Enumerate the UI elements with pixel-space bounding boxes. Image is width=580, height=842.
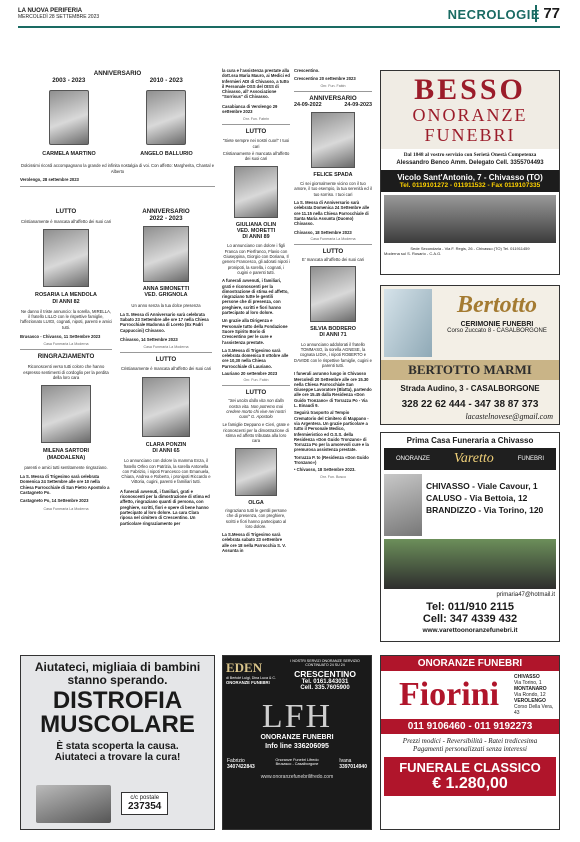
besso-person: Alessandro Benco Amm. Delegato Cell. 3355704493 (396, 160, 544, 166)
column-3 (222, 68, 290, 553)
credit: Onr. Fun. Fabin (320, 83, 346, 88)
fiorini-name: Fiorini (398, 676, 500, 713)
bertotto-phone: 328 22 62 444 - 347 38 87 373 (401, 399, 539, 410)
photo-felice (311, 112, 355, 168)
date-b: 24-09-2023 (344, 101, 372, 108)
notice-text: Lo annunciano addolorati il fratello TOMMASO, la sorella AGNESE, la cognata LIDIA, i nipoti ROBERTO e DAVIDE con le rispettive famiglie, cugini e parenti tutti. (294, 341, 372, 368)
besso-phone: Tel. 0119101272 - 011911532 - Fax 0119107335 (399, 182, 541, 189)
issue-date: MERCOLEDÌ 28 SETTEMBRE 2023 (18, 14, 100, 20)
photo-giuliana (234, 166, 278, 218)
anniversary-heading: ANNIVERSARIO (309, 94, 357, 102)
lfh-sub: ONORANZE FUNEBRI (260, 734, 334, 741)
credit: Onr. Fun. Fabin (243, 378, 269, 383)
notice-place: Casabianca di Verolengo 29 settembre 2023 (222, 103, 278, 115)
column-2 (120, 208, 212, 526)
deceased-name: OLGA (248, 499, 264, 506)
price-label: FUNERALE CLASSICO (399, 760, 541, 775)
besso-onoranze: ONORANZE (412, 105, 528, 125)
thanks-text: Un grazie alla Dirigenza e Personale tutto della Fondazione Suore Spirito Borio di Crescentino per le cure e l'assistenza prestate. (222, 318, 288, 345)
paper-name: LA NUOVA PERIFERIA (18, 8, 83, 14)
lutto-heading: LUTTO (322, 247, 344, 255)
name-a: CARMELA MARTINO (42, 151, 96, 157)
funeral-info: I funerali avranno luogo in Chivasso Mercoledì 20 Settembre alle ore 15.30 nella Chiesa Parrocchiale San Giuseppe Lavoratore (Blatta), partendo alle ore 15.45 dalla Residenza «Don Guido Tronzano» di Torrazza Po - Via L. Einaudi 9. (294, 371, 372, 409)
bertotto-address: Corso Zuccato 8 - CASALBORGONE (447, 328, 547, 334)
distrofia-ad (20, 655, 215, 830)
notice-sub: Un anno senza la tua dolce presenza (131, 302, 201, 308)
besso-name: BESSO (414, 73, 526, 106)
lutto-heading: LUTTO (245, 389, 267, 397)
hearse-photo (384, 195, 556, 243)
besso-address: Vicolo Sant'Antonio, 7 - Chivasso (TO) (397, 173, 543, 182)
years-b: 2010 - 2023 (149, 77, 183, 84)
fiorini-ad (380, 655, 560, 830)
notice-heading: ANNIVERSARIO (93, 70, 142, 77)
divider (294, 91, 372, 92)
mass-info: La S. Messa di Anniversario sarà celebrata Domenica 24 Settembre alle ore 11.15 nella Chiesa Parrocchiale di Santa Maria Assunta (Duomo) Chivasso. (294, 200, 370, 227)
location-caluso: CALUSO - Via Bettoia, 12 (426, 493, 528, 503)
location-brandizzo: BRANDIZZO - Via Torino, 120 (426, 505, 544, 515)
contact-1-name: Fabrizio (227, 758, 245, 764)
notice-place: Chivasso, 14 Settembre 2023 (120, 337, 178, 343)
photo-rosaria (43, 229, 89, 287)
varetto-banner: Prima Casa Funeraria a Chivasso (406, 436, 534, 445)
cc-number: 237354 (128, 801, 162, 812)
deceased-name-alt: VED. GRIGNOLA (144, 292, 188, 299)
town-3-address: Corso Della Vera, 43 (514, 704, 554, 716)
town-3: VEROLENGO (514, 698, 546, 704)
deceased-name: CLARA PONZIN (145, 441, 187, 448)
mass-info: La S. Messa di Trigesimo sarà celebrata Domenica 24 Settembre alle ore 10 nella Chiesa Parrocchiale di San Pietro Apostolo a Castagneto Po. (20, 474, 110, 496)
price-value: € 1.280,00 (432, 775, 508, 792)
deceased-name: ROSARIA LA MENDOLA (35, 292, 97, 299)
bertotto-sub: CERIMONIE FUNEBRI (460, 321, 534, 328)
name-b: ANGELO BALLURIO (140, 151, 193, 157)
funeral-follow: Seguirà trasporto al Tempio Crematorio del Cimitero di Mappano - via Argentera. Un grazie particolare a tutto il Personale Medico, Infermieristico ed O.S.S. della Residenza «Don Guido Tronzano» di Torrazza Po per la amorevoli cure e la premurosa assistenza prestate. (294, 410, 369, 453)
marmi-address: Strada Audino, 3 - CASALBORGONE (400, 384, 540, 393)
lfh-info: Info line 336206095 (265, 743, 329, 750)
notice-place: Crescentino 20 settembre 2023 (294, 76, 356, 82)
cc-label: c/c postale (130, 795, 160, 801)
mass-info: La S. Messa di Anniversario sarà celebrata Sabato 23 Settembre alle ore 17 nella Chiesa Parrocchiale Madonna di Loreto (Ex Padri Cappuccini) Chivasso. (120, 311, 209, 333)
divider (222, 124, 290, 125)
divider (222, 385, 290, 386)
eden-cell: Cell. 335.7605900 (300, 685, 350, 691)
notice-text: ringraziano tutti le gentili persone che di presenza, con preghiere, scritti e fiori hanno partecipato al loro dolore. (225, 507, 287, 529)
deceased-name: MILENA SARTORI (42, 448, 90, 455)
town-2-address: Via Rondo, 12 (514, 692, 546, 698)
eden-ad (222, 655, 372, 830)
contact-2-name: Ivana (339, 758, 352, 764)
deceased-age: DI ANNI 71 (319, 332, 347, 339)
varetto-web: www.varettoonoranzefunebri.it (422, 627, 518, 634)
notice-text: Dolcissimi ricordi accompagnano la grande ed infinita nostalgia di voi. Con affetto: Margherita, Chantal e Alberto (20, 163, 215, 174)
thanks-text: la cura e l'assistenza prestate alla dott.ssa Maria Mauro, ai Medici ed Infermieri ADI di Chivasso, a tutto il Personale OSS del OISS di Chivasso, all' Associazione "Sorrisus" di Chivasso. (222, 68, 290, 100)
town-1-address: Via Torino, 1 (514, 680, 542, 686)
anniversary-notice-1 (20, 70, 215, 187)
contact-2-phone: 3397014940 (339, 764, 367, 770)
lutto-heading: LUTTO (55, 208, 77, 215)
divider (294, 244, 372, 245)
mass-info: La S.Messa di Trigesimo sarà celebrata domenica 8 ottobre alle ore 10,30 nella Chiesa Parrocchiale di Lauriano. (222, 347, 289, 369)
notice-text: Ci sei giornalmente vicino con il tuo amore, il tuo esempio, la tua serenità ed il tuo sorriso. I tuoi cari (294, 181, 372, 197)
besso-since: Dal 1848 al vostro servizio con Serietà Onestà Competenza (403, 152, 537, 158)
header-rule (18, 26, 560, 28)
notice-place: Castagneto Po, 14 Settembre 2023 (20, 498, 89, 504)
deceased-name: SILVIA BODRERO (310, 326, 356, 333)
anniversary-heading: ANNIVERSARIO (142, 208, 190, 215)
town-2: MONTANARO (514, 686, 547, 692)
quote: "Siete sempre nei nostri cuori" I tuoi cari (222, 138, 290, 149)
photo-carmela (49, 90, 89, 145)
fiorini-slogan-2: Pagamenti personalizzati senza interessi (413, 745, 527, 753)
notice-text: Lo annunciano con dolore la mamma Enza, il fratello Orfeo con Patrizia, la sorella Antonella con Fabrizio, i nipoti Francesco con Emanuela, Chiara, Andrea e Roberto, i pronipoti Riccardo e Vittoria, cugini, parenti e familiari tutti. (121, 458, 211, 485)
fiorini-banner: ONORANZE FUNEBRI (381, 656, 559, 671)
deceased-name-alt: (MADDALENA) (46, 454, 86, 461)
children-photo (36, 785, 111, 823)
location-chivasso: CHIVASSO - Viale Cavour, 1 (426, 481, 538, 491)
lutto-heading: LUTTO (245, 128, 267, 136)
varetto-cell: Cell: 347 4339 432 (422, 613, 518, 625)
photo-olga (235, 448, 277, 496)
ring-text: Riconoscenti verso tutti coloro che hanno espresso sentimenti di cordoglio per la perdita della loro cara (23, 364, 109, 380)
masthead (18, 8, 99, 20)
lutto-sub: Cristianamente è mancata all'affetto dei suoi cari (120, 366, 212, 372)
statue-photo (384, 289, 432, 357)
lfh-mid: Onoranze Funebri Lifredo Brusasco - Casalborgone (275, 758, 319, 766)
eden-town: CRESCENTINO (294, 669, 356, 679)
notice-text: Crescentino. (294, 68, 320, 73)
years: 2022 - 2023 (149, 215, 183, 222)
bertotto-email: lacastelnovese@gmail.com (465, 412, 553, 421)
credit: Casa Funeraria La Moderna (43, 342, 89, 347)
quote: "Sei uscita dalla vita non dalla nostra vita. Non potremo mai credere morto chi vive nei nostri cuori" G. Apostolo (226, 398, 286, 420)
ad-line-1: Aiutateci, migliaia di bambini (34, 660, 201, 674)
besso-note: Moderna sul S. Rosario - C.A.G. (384, 251, 442, 256)
notice-place: Brusasco - Chivasso, 11 Settembre 2023 (20, 334, 101, 340)
credit: Casa Funeraria La Moderna (143, 345, 189, 350)
rosary-info: Torrazza P. to (Residenza «Don Guido Tronzano») (294, 454, 369, 465)
bertotto-ad (380, 285, 560, 425)
varetto-email: primaria47@hotmail.it (496, 592, 555, 598)
deceased-name: FELICE SPADA (313, 171, 353, 178)
mass-info: La S.Messa di Trigesimo sarà celebrata sabato 23 settembre alle ore 18 nella Parrocchia S. V. Assunta in (222, 532, 286, 554)
deceased-age: DI ANNI 89 (242, 234, 270, 241)
photo-milena (41, 385, 91, 443)
car-photo (384, 539, 556, 589)
lutto-sub: Cristianamente è mancata all'affetto dei suoi cari (20, 219, 112, 224)
notice-place: Verolengo, 28 settembre 2023 (20, 176, 79, 182)
ad-line-2: stanno sperando. (67, 673, 168, 687)
funeral-info: A funerali avvenuti, i familiari, grati e riconoscenti per la dimostrazione di stima ed affetto, ringraziano tutte le gentili persone che di presenza, con preghiere, scritti e fiori hanno partecipato al loro dolore. (222, 278, 289, 316)
ad-line-4: Aiutateci a trovare la cura! (54, 752, 181, 763)
ad-line-3: È stata scoperta la causa. (56, 741, 179, 752)
eden-sub: ONORANZE FUNEBRI (226, 680, 270, 685)
ring-text-2: parenti e amici tutti sentitamente ringraziano. (24, 464, 108, 470)
besso-ad (380, 70, 560, 275)
deceased-name: GIULIANA OLIN (235, 221, 277, 228)
fiorini-slogan-1: Prezzi modici - Reversibilità - Ratei tredicesima (402, 737, 538, 745)
notice-place: • Chivasso, 18 Settembre 2023. (294, 467, 356, 473)
eden-address: di Bertolé Luigi, Dina Luca & C. (226, 676, 276, 680)
eden-logo: EDEN (226, 660, 263, 675)
varetto-ad (380, 432, 560, 642)
marmi-title: BERTOTTO MARMI (381, 360, 559, 380)
divider (20, 349, 112, 350)
funeral-info: A funerali avvenuti, i familiari, grati e riconoscenti per la dimostrazione di stima ed affetto, ringraziano quanti di persona, con preghiere, scritti, fiori e opere di bene hanno partecipato al loro dolore. La cara Clara riposa nel cimitero di Crescentino. Un particolare ringraziamento per (120, 488, 210, 526)
lutto-heading: LUTTO (155, 356, 177, 364)
notice-place: Lauriano 20 settembre 2023 (222, 370, 278, 376)
credit: Casa Funeraria La Moderna (310, 236, 356, 241)
brand-left: ONORANZE (395, 456, 430, 462)
section-title: NECROLOGIE (447, 7, 540, 22)
eden-phone: Tel. 0161.843031 (301, 679, 349, 685)
town-1: CHIVASSO (514, 674, 540, 680)
notice-place: Chivasso, 18 Settembre 2023 (294, 229, 352, 235)
notice-text: Lo annunciano con dolore i figli Franca con Pierfranco, Flavio con Giuseppina, Giorgio con Doriana, Il genero Francesco, gli adorati nipoti i pronipoti, la sorella, i cognati, i cugini e parenti tutti. (222, 243, 290, 275)
eden-service: I NOSTRI SERVIZI ONORANZE SERVIZIO CONTINUATO 24 SU 24 (290, 659, 360, 667)
photo-clara (142, 377, 190, 437)
divider (20, 186, 215, 187)
years-a: 2003 - 2023 (52, 77, 86, 84)
ringraziamento-heading: RINGRAZIAMENTO (37, 353, 95, 361)
brand-right: FUNEBRI (517, 456, 545, 462)
cross-photo (384, 474, 422, 536)
deceased-age: DI ANNI 65 (152, 447, 180, 454)
lutto-sub: E' mancata all'affetto dei suoi cari (301, 256, 365, 262)
ad-big-1: DISTROFIA (52, 687, 183, 714)
bertotto-name: Bertotto (456, 292, 537, 318)
notice-text: Le famiglie Deppano e Cieri, grate e riconoscenti per la dimostrazione di stima ed affetto tributata alla loro cara (222, 422, 290, 444)
lfh-logo: LFH (261, 698, 333, 735)
date-a: 24-09-2022 (294, 101, 322, 108)
contact-1-phone: 3407422843 (227, 764, 255, 770)
ad-big-2: MUSCOLARE (40, 711, 195, 738)
credit: Casa Funeraria La Moderna (43, 506, 89, 511)
credit: Onr. Fun. Bosco (320, 474, 346, 479)
deceased-age: DI ANNI 82 (52, 298, 80, 305)
besso-funebri: FUNEBRI (424, 125, 516, 145)
divider (120, 352, 212, 353)
deceased-name-alt: VED. MORETTI (236, 227, 276, 234)
besso-sede: Sede Secondaria - Via F. Regis, 26 - Chivasso (TO) Tel. 011911459 (410, 246, 530, 251)
lutto-sub: Cristianamente è mancata all'affetto dei suoi cari (222, 150, 290, 162)
column-4 (294, 68, 372, 479)
brand-name: Varetto (453, 451, 494, 466)
credit: Onr. Fun. Fabrin (242, 117, 270, 122)
photo-silvia (310, 266, 356, 322)
photo-angelo (146, 90, 186, 145)
lfh-web: www.onoranzefunebrilifredo.com (260, 774, 334, 780)
deceased-name: ANNA SIMONETTI (142, 286, 190, 292)
page-number: 77 (535, 5, 560, 22)
fiorini-phone: 011 9106460 - 011 9192273 (381, 719, 559, 734)
notice-text: Ne danno il triste annuncio: la sorella, MIRELLA, il fratello LILLO con le rispettive famiglie, l'affezionato LUIGI, cognati, nipoti, parenti e amici tutti. (20, 308, 112, 330)
photo-anna (143, 226, 189, 282)
column-1 (20, 208, 112, 511)
varetto-phone: Tel: 011/910 2115 (426, 601, 514, 613)
